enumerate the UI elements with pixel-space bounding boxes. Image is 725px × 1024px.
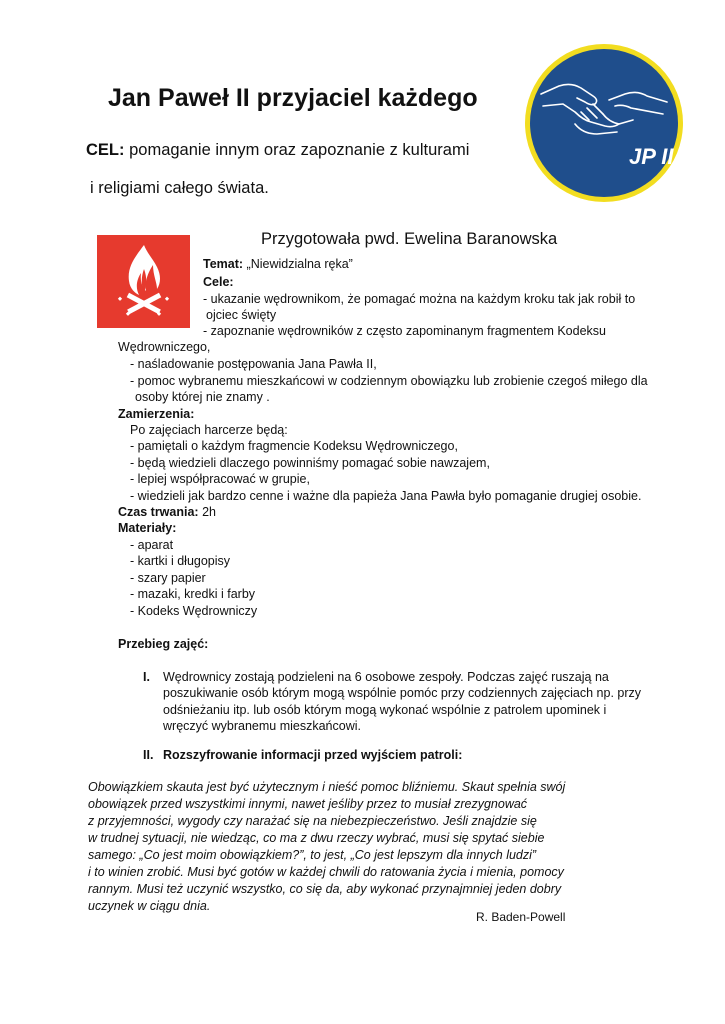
- author-line: Przygotowała pwd. Ewelina Baranowska: [261, 230, 558, 248]
- quote-line: w trudnej sytuacji, nie wiedząc, co ma z dwu rzeczy wybrać, musi się spytać siebie: [88, 831, 545, 845]
- step-line: odśnieżaniu itp. lub osób którym mogą wykonać wspólnie z patrolem upominek i: [163, 703, 607, 717]
- aims-label: Cele:: [203, 275, 234, 289]
- quote-line: z przyjemności, wygody czy narażać się na niebezpieczeństwo. Jeśli znajdzie się: [88, 814, 537, 828]
- aims-line: ojciec święty: [206, 308, 277, 322]
- intentions-line: - lepiej współpracować w grupie,: [130, 472, 310, 486]
- intentions-line: - pamiętali o każdym fragmencie Kodeksu Wędrowniczego,: [130, 439, 458, 453]
- step-number: I.: [143, 670, 150, 684]
- course-label: Przebieg zajęć:: [118, 637, 209, 651]
- step-line: wręczyć wybranemu mieszkańcowi.: [163, 719, 361, 733]
- quote-author: R. Baden-Powell: [476, 910, 566, 924]
- quote-line: Obowiązkiem skauta jest być użytecznym i nieść pomoc bliźniemu. Skaut spełnia swój: [88, 780, 566, 794]
- materials-item: - kartki i długopisy: [130, 554, 231, 568]
- quote-line: i to winien zrobić. Musi być gotów w każdej chwili do ratowania życia i mienia, pomocy: [88, 865, 564, 879]
- quote-line: rannym. Musi też uczynić wszystko, co się da, aby wykonać przynajmniej jeden dobry: [88, 882, 562, 896]
- quote-line: uczynek w ciągu dnia.: [88, 899, 211, 913]
- intentions-intro: Po zajęciach harcerze będą:: [130, 423, 288, 437]
- topic-line: [203, 256, 353, 272]
- step-line: poszukiwanie osób którym mogą wspólnie pomóc przy codziennych zajęciach np. przy: [163, 686, 642, 700]
- materials-item: - aparat: [130, 538, 174, 552]
- logo-text: JP II: [629, 144, 674, 169]
- page-title: Jan Paweł II przyjaciel każdego: [108, 84, 478, 112]
- duration-line: [118, 504, 216, 520]
- materials-item: - Kodeks Wędrowniczy: [130, 604, 258, 618]
- goal-text-2: i religiami całego świata.: [90, 179, 269, 197]
- aims-line: - ukazanie wędrownikom, że pomagać można na każdym kroku tak jak robił to: [203, 292, 636, 306]
- aims-line: Wędrowniczego,: [118, 340, 211, 354]
- goal-label: CEL:: [86, 141, 125, 159]
- intentions-label: Zamierzenia:: [118, 407, 195, 421]
- duration-value: 2h: [202, 505, 216, 519]
- aims-line: - zapoznanie wędrowników z często zapominanym fragmentem Kodeksu: [203, 324, 606, 338]
- materials-item: - szary papier: [130, 571, 206, 585]
- jp2-logo: [523, 42, 685, 204]
- quote-line: samego: „Co jest moim obowiązkiem?”, to jest, „Co jest lepszym dla innych ludzi”: [88, 848, 537, 862]
- duration-label: Czas trwania:: [118, 505, 199, 519]
- intentions-line: - będą wiedzieli dlaczego powinniśmy pomagać sobie nawzajem,: [130, 456, 490, 470]
- goal-line-1: [86, 141, 469, 160]
- step-number: II.: [143, 748, 154, 762]
- step-line: Wędrownicy zostają podzieleni na 6 osobowe zespoły. Podczas zajęć ruszają na: [163, 670, 609, 684]
- topic-label: Temat:: [203, 257, 244, 271]
- intentions-line: - wiedzieli jak bardzo cenne i ważne dla papieża Jana Pawła było pomaganie drugiej osobie.: [130, 489, 642, 503]
- topic-value: „Niewidzialna ręka”: [246, 257, 353, 271]
- goal-text-1: pomaganie innym oraz zapoznanie z kulturami: [129, 141, 470, 159]
- aims-line: - naśladowanie postępowania Jana Pawła II,: [130, 357, 377, 371]
- scout-emblem: [97, 235, 190, 328]
- aims-line: osoby której nie znamy .: [135, 390, 270, 404]
- step-line: Rozszyfrowanie informacji przed wyjściem patroli:: [163, 748, 463, 762]
- aims-line: - pomoc wybranemu mieszkańcowi w codziennym obowiązku lub zrobienie czegoś miłego dla: [130, 374, 648, 388]
- quote-line: obowiązek przed wszystkimi innymi, nawet jeśliby przez to musiał zrezygnować: [88, 797, 528, 811]
- materials-item: - mazaki, kredki i farby: [130, 587, 256, 601]
- materials-label: Materiały:: [118, 521, 177, 535]
